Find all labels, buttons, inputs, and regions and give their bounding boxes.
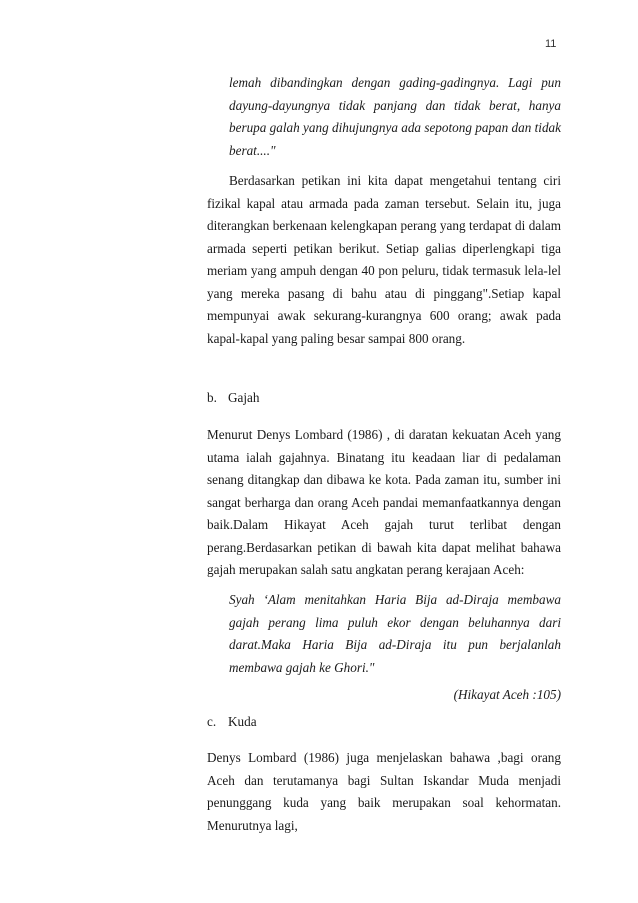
page-number: 11 — [545, 38, 557, 50]
paragraph-kuda: Denys Lombard (1986) juga menjelaskan bahawa ,bagi orang Aceh dan terutamanya bagi Sultan Iskandar Muda menjadi penunggang kuda yang baik merupakan soal kehormatan. Menurutnya lagi, — [207, 750, 561, 833]
paragraph-1: Berdasarkan petikan ini kita dapat mengetahui tentang ciri fizikal kapal atau armada pada zaman tersebut. Selain itu, juga diterangkan berkenaan kelengkapan perang yang terdapat di dalam armada seperti petikan berikut. Setiap galias diperlengkapi tiga meriam yang ampuh dengan 40 pon peluru, tidak termasuk lela-lel yang mereka pasang di bahu atau di pinggang".Setiap kapal mempunyai awak sekurang-kurangnya 600 orang; awak pada kapal-kapal yang paling besar sampai 800 orang. — [207, 173, 561, 346]
section-b-title: Gajah — [228, 390, 260, 405]
section-c-title: Kuda — [228, 714, 257, 729]
block-quote-1: lemah dibandingkan dengan gading-gadingnya. Lagi pun dayung-dayungnya tidak panjang dan tidak berat, hanya berupa galah yang dihujungnya ada sepotong papan dan tidak berat...." — [229, 75, 561, 158]
citation-hikayat-aceh: (Hikayat Aceh :105) — [453, 687, 561, 702]
paragraph-gajah: Menurut Denys Lombard (1986) , di daratan kekuatan Aceh yang utama ialah gajahnya. Binatang itu keadaan liar di pedalaman senang ditangkap dan dibawa ke kota. Pada zaman itu, sumber ini sangat berharga dan orang Aceh pandai memanfaatkannya dengan baik.Dalam Hikayat Aceh gajah turut terlibat dengan perang.Berdasarkan petikan di bawah kita dapat melihat bahawa gajah merupakan salah satu angkatan perang kerajaan Aceh: — [207, 427, 561, 577]
section-c-heading — [207, 712, 257, 732]
section-b-heading — [207, 388, 260, 408]
block-quote-hikayat: Syah ‘Alam menitahkan Haria Bija ad-Diraja membawa gajah perang lima puluh ekor dengan beluhannya dari darat.Maka Haria Bija ad-Diraja itu pun berjalanlah membawa gajah ke Ghori." — [229, 592, 561, 675]
section-b-letter: b. — [207, 390, 217, 405]
section-c-letter: c. — [207, 714, 217, 729]
